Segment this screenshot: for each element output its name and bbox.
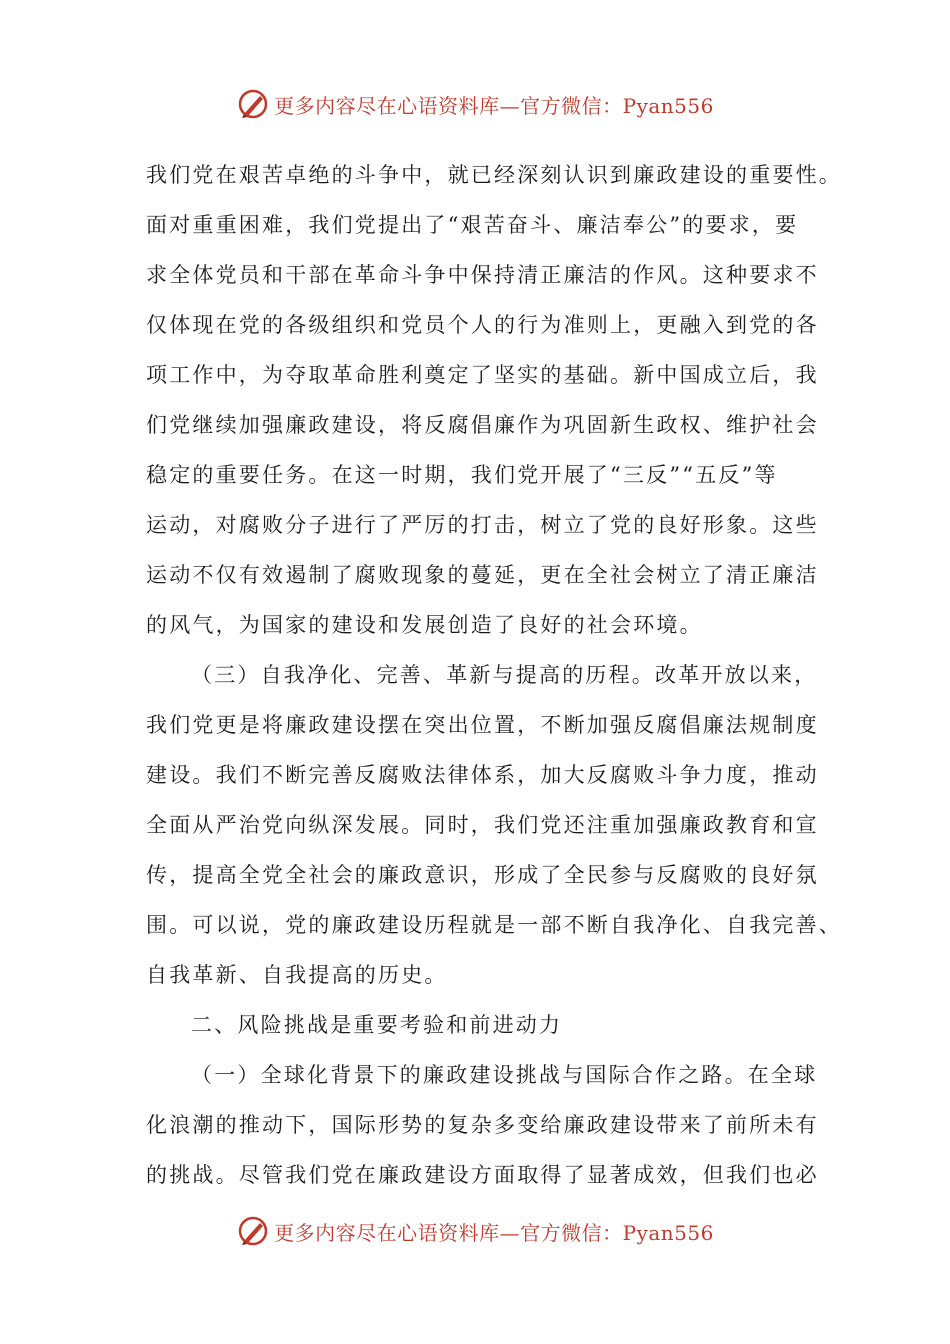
pen-logo-icon	[236, 87, 270, 121]
text-line: 求全体党员和干部在革命斗争中保持清正廉洁的作风。这种要求不	[146, 263, 819, 287]
text-line: 面对重重困难，我们党提出了“艰苦奋斗、廉洁奉公”的要求，要	[146, 213, 799, 237]
text-line: 自我革新、自我提高的历史。	[146, 963, 448, 987]
text-line: 仅体现在党的各级组织和党员个人的行为准则上，更融入到党的各	[146, 313, 819, 337]
text-line: 运动，对腐败分子进行了严厉的打击，树立了党的良好形象。这些	[146, 513, 819, 537]
section-heading-line: （一）全球化背景下的廉政建设挑战与国际合作之路。在全球	[191, 1063, 818, 1087]
text-line: 的风气，为国家的建设和发展创造了良好的社会环境。	[146, 613, 703, 637]
text-line: 全面从严治党向纵深发展。同时，我们党还注重加强廉政教育和宣	[146, 813, 819, 837]
footer-banner-text: 更多内容尽在心语资料库—官方微信：Pyan556	[274, 1220, 714, 1245]
text-line: 传，提高全党全社会的廉政意识，形成了全民参与反腐败的良好氛	[146, 863, 819, 887]
text-line: 运动不仅有效遏制了腐败现象的蔓延，更在全社会树立了清正廉洁	[146, 563, 819, 587]
text-line: 稳定的重要任务。在这一时期，我们党开展了“三反”“五反”等	[146, 463, 778, 487]
text-line: 建设。我们不断完善反腐败法律体系，加大反腐败斗争力度，推动	[146, 763, 819, 787]
header-banner-text: 更多内容尽在心语资料库—官方微信：Pyan556	[274, 93, 714, 118]
text-line: 的挑战。尽管我们党在廉政建设方面取得了显著成效，但我们也必	[146, 1163, 819, 1187]
chapter-heading: 二、风险挑战是重要考验和前进动力	[191, 1013, 563, 1037]
text-line: 们党继续加强廉政建设，将反腐倡廉作为巩固新生政权、维护社会	[146, 413, 819, 437]
section-heading-line: （三）自我净化、完善、革新与提高的历程。改革开放以来，	[191, 663, 818, 687]
text-line: 项工作中，为夺取革命胜利奠定了坚实的基础。新中国成立后，我	[146, 363, 819, 387]
header-banner	[0, 84, 950, 124]
text-line: 我们党更是将廉政建设摆在突出位置，不断加强反腐倡廉法规制度	[146, 713, 819, 737]
text-line: 化浪潮的推动下，国际形势的复杂多变给廉政建设带来了前所未有	[146, 1113, 819, 1137]
document-body	[146, 150, 842, 1200]
footer-banner	[0, 1211, 950, 1251]
text-line: 我们党在艰苦卓绝的斗争中，就已经深刻认识到廉政建设的重要性。	[146, 163, 842, 187]
pen-logo-icon	[236, 1214, 270, 1248]
text-line: 围。可以说，党的廉政建设历程就是一部不断自我净化、自我完善、	[146, 913, 842, 937]
